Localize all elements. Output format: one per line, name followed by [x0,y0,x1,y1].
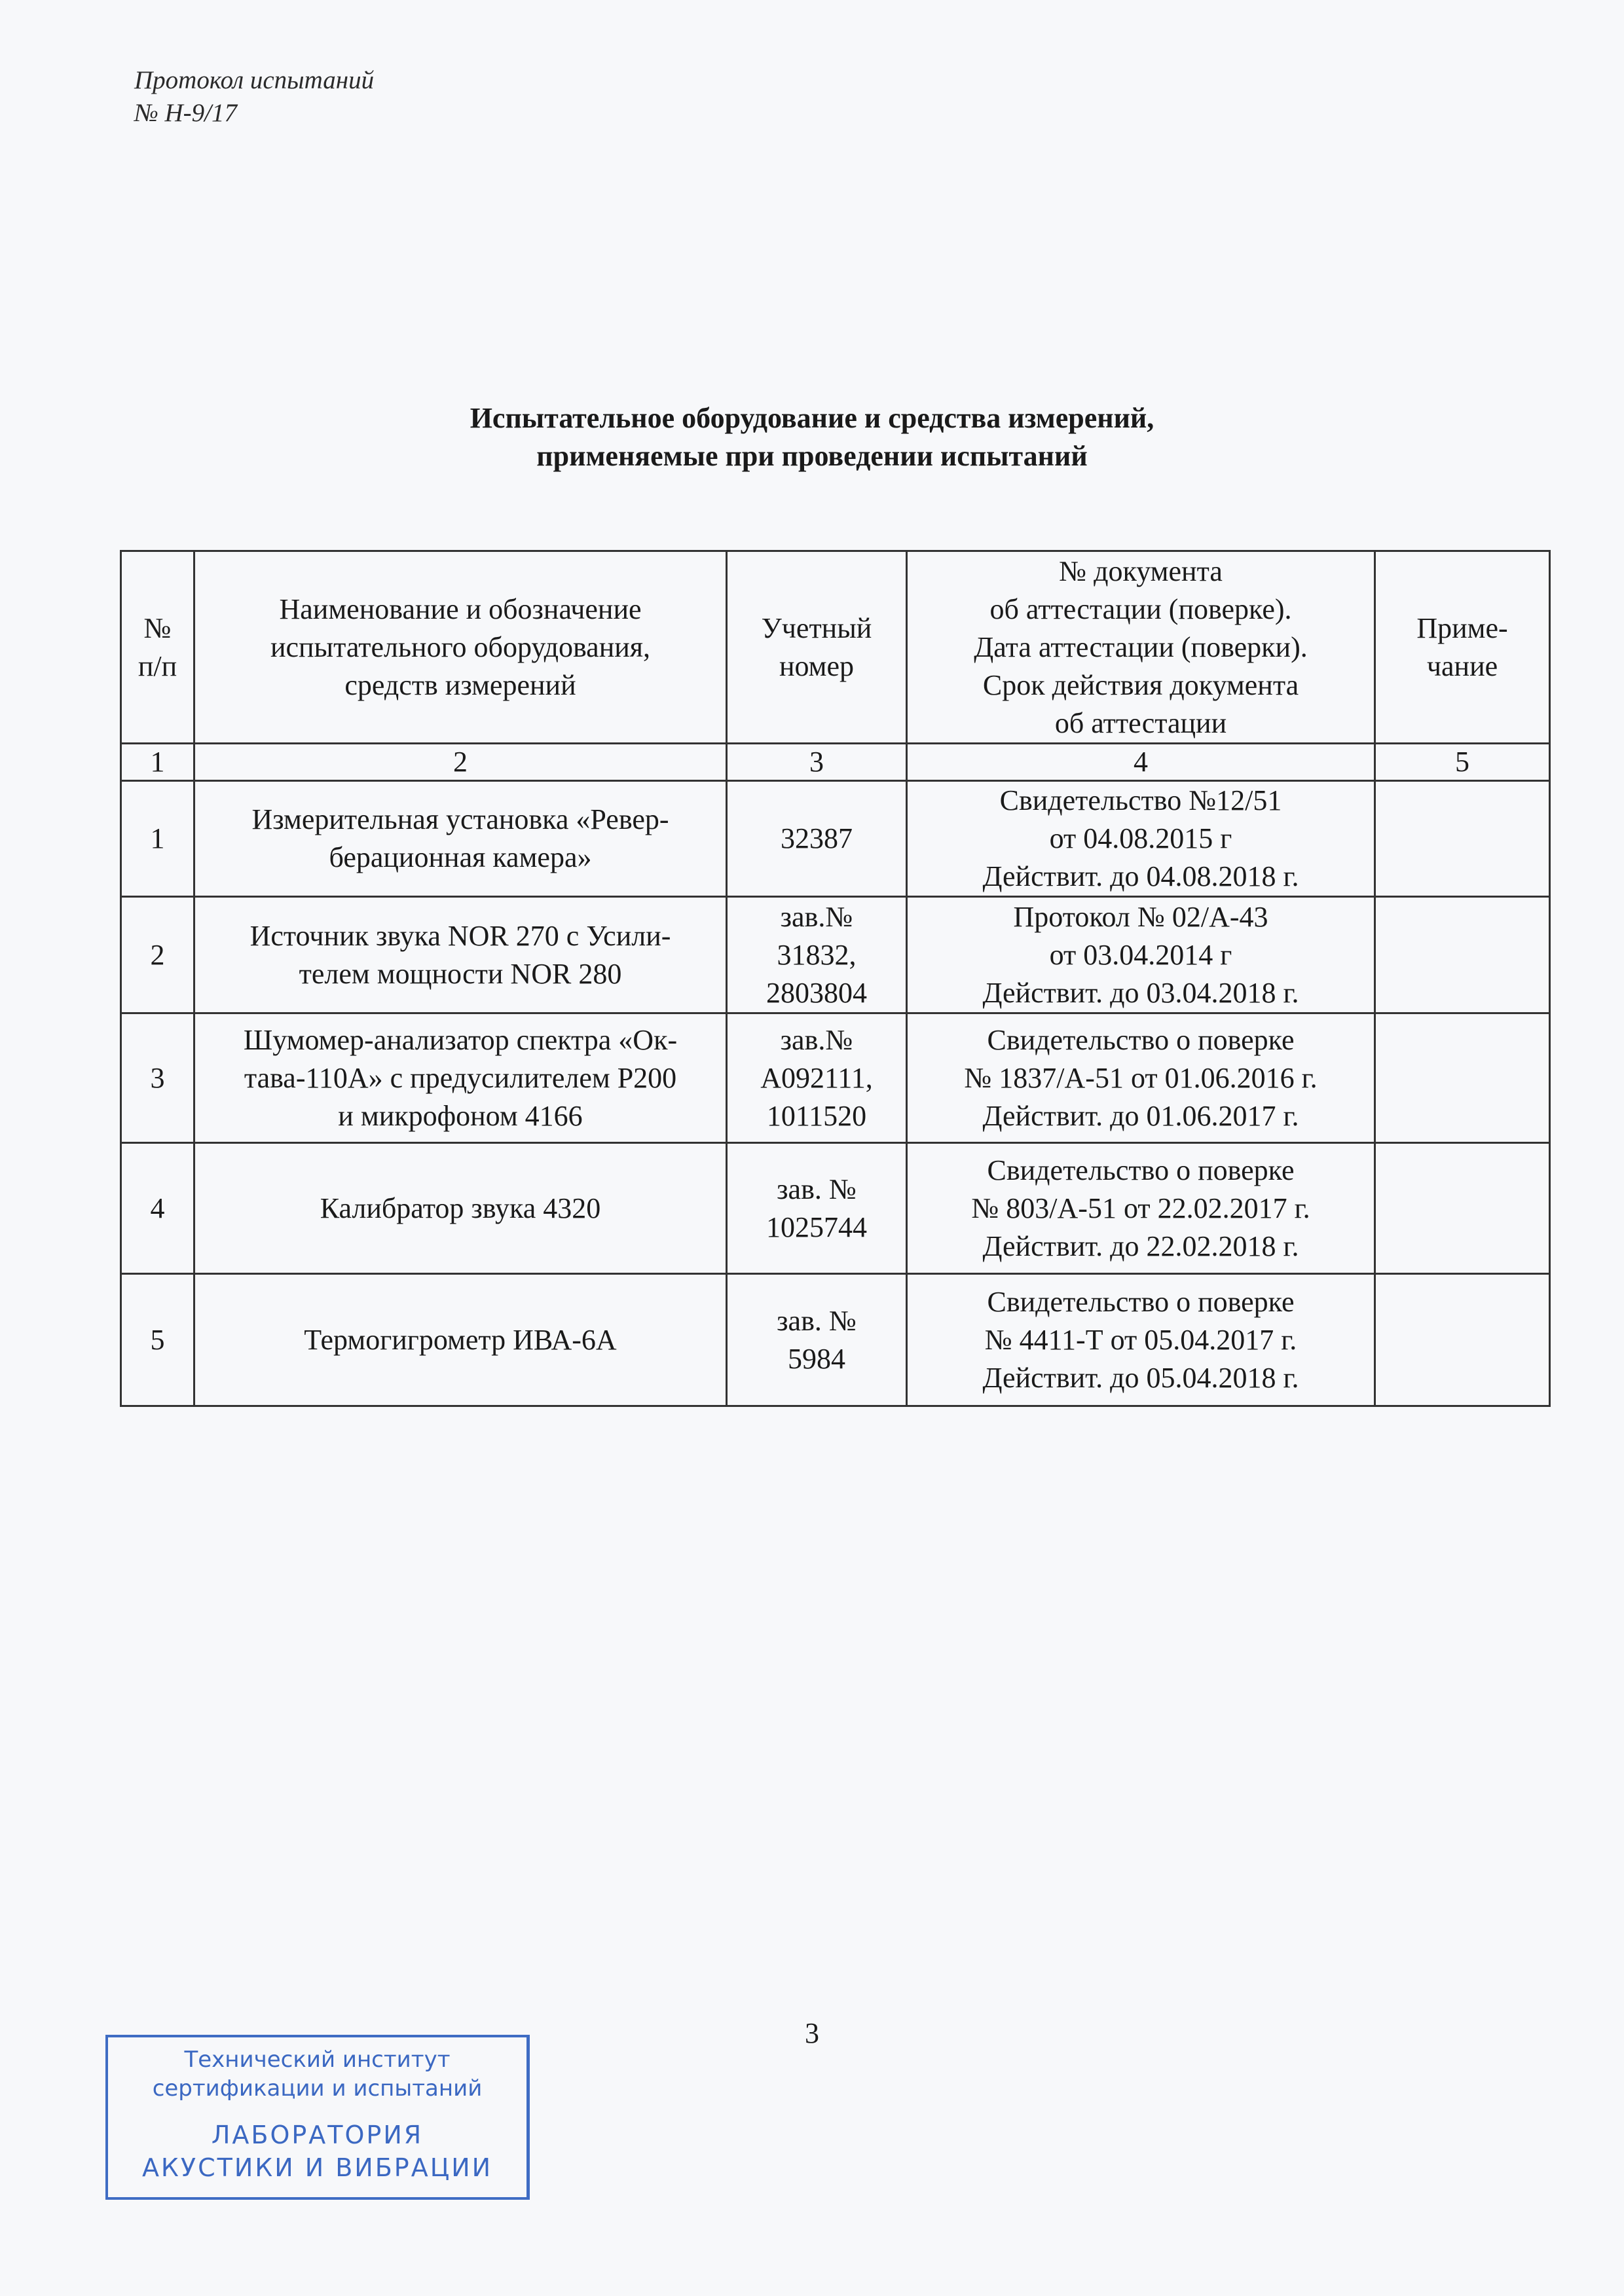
note-cell [1375,897,1550,1013]
table-row [121,781,1550,897]
column-number: 3 [727,744,907,781]
column-number: 5 [1375,744,1550,781]
equipment-name: Калибратор звука 4320 [194,1143,727,1274]
header-account-number: Учетный номер [727,551,907,744]
certificate-info: Свидетельство о поверке № 4411-Т от 05.04.2017 г. Действит. до 05.04.2018 г. [907,1274,1375,1406]
certificate-info: Свидетельство о поверке № 803/А-51 от 22.02.2017 г. Действит. до 22.02.2018 г. [907,1143,1375,1274]
equipment-name: Источник звука NOR 270 с Усили- телем мощности NOR 280 [194,897,727,1013]
protocol-number: № Н-9/17 [134,99,238,127]
protocol-title: Протокол испытаний [134,66,375,94]
certificate-info: Свидетельство о поверке № 1837/А-51 от 01.06.2016 г. Действит. до 01.06.2017 г. [907,1013,1375,1143]
row-number: 1 [121,781,194,897]
column-number-row [121,744,1550,781]
header-number: № п/п [121,551,194,744]
column-number: 4 [907,744,1375,781]
equipment-name: Измерительная установка «Ревер- берационная камера» [194,781,727,897]
stamp-line-4: АКУСТИКИ И ВИБРАЦИИ [141,2153,493,2182]
table-header-row [121,551,1550,744]
row-number: 5 [121,1274,194,1406]
account-number: зав. № 5984 [727,1274,907,1406]
protocol-header [134,64,374,130]
row-number: 4 [121,1143,194,1274]
section-title [0,399,1624,475]
table-row [121,1143,1550,1274]
account-number: зав.№ А092111, 1011520 [727,1013,907,1143]
equipment-table [120,550,1551,1407]
section-title-line-1: Испытательное оборудование и средства измерений, [470,402,1154,434]
column-number: 2 [194,744,727,781]
stamp-line-3: ЛАБОРАТОРИЯ [211,2121,424,2149]
equipment-name: Шумомер-анализатор спектра «Ок- тава-110А» с предусилителем Р200 и микрофоном 4166 [194,1013,727,1143]
table-row [121,897,1550,1013]
certificate-info: Протокол № 02/А-43 от 03.04.2014 г Действит. до 03.04.2018 г. [907,897,1375,1013]
note-cell [1375,781,1550,897]
column-number: 1 [121,744,194,781]
table-row [121,1013,1550,1143]
row-number: 3 [121,1013,194,1143]
note-cell [1375,1274,1550,1406]
header-note: Приме- чание [1375,551,1550,744]
stamp-line-1: Технический институт [184,2047,451,2073]
account-number: зав.№ 31832, 2803804 [727,897,907,1013]
section-title-line-2: применяемые при проведении испытаний [536,440,1088,472]
note-cell [1375,1013,1550,1143]
certificate-info: Свидетельство №12/51 от 04.08.2015 г Действит. до 04.08.2018 г. [907,781,1375,897]
note-cell [1375,1143,1550,1274]
row-number: 2 [121,897,194,1013]
table-row [121,1274,1550,1406]
account-number: зав. № 1025744 [727,1143,907,1274]
account-number: 32387 [727,781,907,897]
stamp-line-2: сертификации и испытаний [152,2075,483,2102]
header-document: № документа об аттестации (поверке). Дата аттестации (поверки). Срок действия документа об аттестации [907,551,1375,744]
equipment-name: Термогигрометр ИВА-6А [194,1274,727,1406]
header-name: Наименование и обозначение испытательного оборудования, средств измерений [194,551,727,744]
laboratory-stamp [105,2035,530,2200]
page-number: 3 [805,2017,819,2049]
